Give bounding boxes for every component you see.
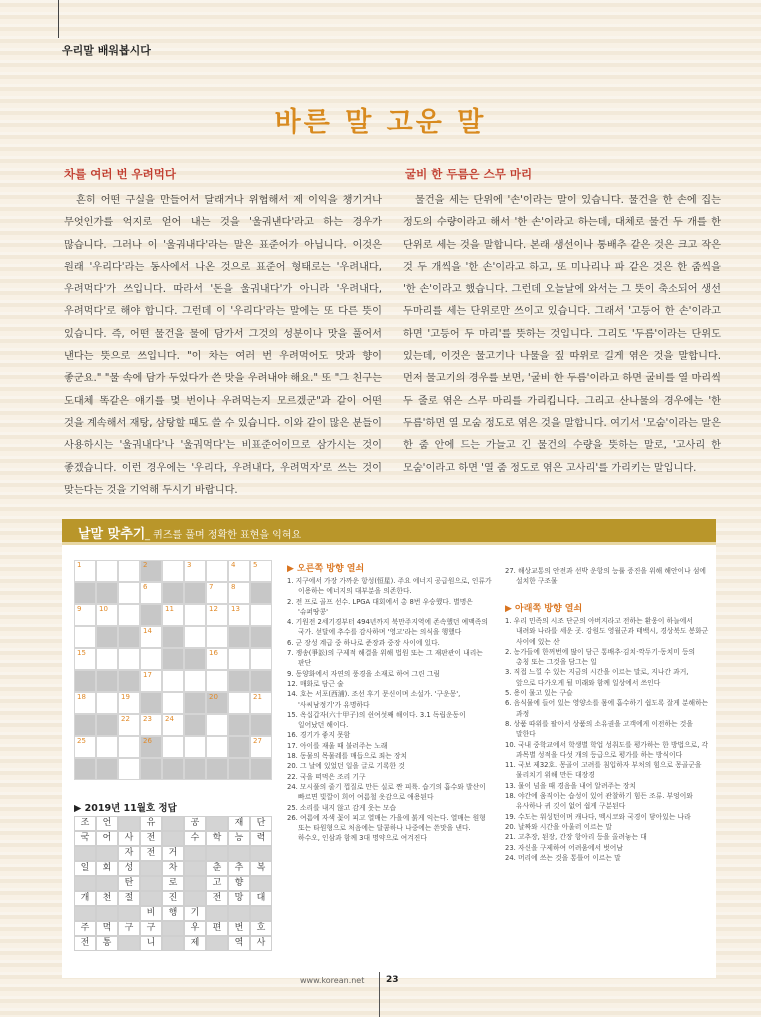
across-clues-list (287, 576, 494, 844)
section-label: 우리말 배워봅시다 (62, 44, 151, 57)
right-article-body (403, 190, 721, 480)
answer-blank (162, 921, 184, 936)
down-clue: 11. 국보 제32호. 몽골이 고려를 침입하자 부처의 힘으로 몽골군을 물리치기 위해 만든 대장경 (505, 761, 702, 780)
answer-cell: 재 (228, 816, 250, 831)
crossword-cell (96, 692, 118, 714)
crossword-number: 18 (77, 693, 86, 701)
crossword-number: 7 (209, 583, 214, 591)
answer-cell: 니 (140, 936, 162, 951)
answer-cell: 단 (250, 816, 272, 831)
crossword-cell (206, 560, 228, 582)
crossword-cell (206, 604, 228, 626)
crossword-cell (74, 604, 96, 626)
down-clues-heading: ▶ 아래쪽 방향 열쇠 (505, 604, 583, 614)
crossword-number: 23 (143, 715, 152, 723)
crossword-number: 16 (209, 649, 218, 657)
footer-url: www.korean.net (300, 976, 365, 985)
crossword-cell (206, 736, 228, 758)
crossword-block (74, 670, 96, 692)
answer-cell: 춘 (206, 861, 228, 876)
answer-cell: 먹 (96, 921, 118, 936)
answer-blank (140, 891, 162, 906)
answer-blank (184, 891, 206, 906)
crossword-cell (140, 670, 162, 692)
answer-cell: 수 (184, 831, 206, 846)
down-clue: 6. 음식물에 들어 있는 영양소를 몸에 흡수하기 쉽도록 잘게 분해하는 과정 (505, 699, 709, 718)
across-clue: 17. 아이를 재울 때 불러주는 노래 (287, 741, 388, 750)
crossword-number: 6 (143, 583, 148, 591)
quiz-subtitle: _ 퀴즈를 풀며 정확한 표현을 익혀요 (145, 530, 302, 541)
across-clue: 12. 매화로 담근 술 (287, 679, 344, 688)
crossword-number: 27 (253, 737, 262, 745)
crossword-number: 26 (143, 737, 152, 745)
right-article-heading: 굴비 한 두름은 스무 마리 (405, 167, 533, 181)
down-clue: 3. 직접 느낄 수 있는 지금의 시간을 이르는 말로, 지나간 과거, 앞으로 다가오게 될 미래와 함께 일상에서 쓰인다 (505, 668, 689, 687)
answer-blank (96, 876, 118, 891)
crossword-block (228, 670, 250, 692)
answer-blank (162, 816, 184, 831)
crossword-block (206, 692, 228, 714)
down-clue: 21. 고추장, 된장, 간장 항아리 등을 올려놓는 대 (505, 833, 647, 842)
answer-blank (162, 936, 184, 951)
across-clues-heading: ▶ 오른쪽 방향 열쇠 (287, 564, 365, 574)
crossword-cell (118, 582, 140, 604)
crossword-cell (228, 692, 250, 714)
answer-cell: 행 (162, 906, 184, 921)
crossword-cell (162, 714, 184, 736)
answer-blank (140, 876, 162, 891)
crossword-cell (184, 604, 206, 626)
crossword-cell (74, 560, 96, 582)
down-clue: 23. 자신을 구제하여 어려움에서 벗어남 (505, 843, 623, 852)
crossword-cell (96, 604, 118, 626)
answer-blank (206, 936, 228, 951)
answer-cell: 제 (184, 936, 206, 951)
crossword-block (74, 582, 96, 604)
across-clues-continued (505, 566, 710, 587)
crossword-block (96, 626, 118, 648)
crossword-block (228, 626, 250, 648)
answer-blank (206, 846, 228, 861)
answer-blank (184, 861, 206, 876)
crossword-block (250, 626, 272, 648)
crossword-number: 5 (253, 561, 258, 569)
crossword-block (184, 648, 206, 670)
answer-blank (140, 861, 162, 876)
answer-cell: 우 (184, 921, 206, 936)
answer-cell: 로 (162, 876, 184, 891)
crossword-number: 4 (231, 561, 236, 569)
crossword-block (96, 582, 118, 604)
crossword-cell (184, 626, 206, 648)
answer-cell: 역 (228, 936, 250, 951)
answer-blank (96, 846, 118, 861)
answer-cell: 통 (96, 936, 118, 951)
down-clue: 13. 물이 넘을 때 경음을 내어 알려주는 장치 (505, 781, 636, 790)
answer-cell: 유 (140, 816, 162, 831)
crossword-cell (206, 648, 228, 670)
across-clue: 18. 동물의 목물레를 매듭으로 죄는 장치 (287, 752, 408, 761)
across-clue: 16. 경기가 좋지 못함 (287, 731, 351, 740)
crossword-cell (162, 736, 184, 758)
answer-cell: 조 (74, 816, 96, 831)
crossword-number: 21 (253, 693, 262, 701)
crossword-cell (74, 736, 96, 758)
down-clue: 24. 머리에 쓰는 것을 통틀어 이르는 말 (505, 853, 621, 862)
answer-blank (118, 936, 140, 951)
crossword-block (140, 560, 162, 582)
crossword-cell (184, 670, 206, 692)
answers-grid (74, 816, 272, 948)
down-clue: 1. 우리 민족의 시조 단군의 아버지라고 전하는 환웅이 하늘에서 내려와 나라를 세운 곳. 강원도 영월군과 태백시, 경상북도 봉화군 사이에 있는 산 (505, 617, 709, 646)
answer-blank (184, 876, 206, 891)
crossword-number: 22 (121, 715, 130, 723)
answer-cell: 전 (74, 936, 96, 951)
answer-cell: 주 (74, 921, 96, 936)
crossword-cell (162, 670, 184, 692)
answer-cell: 력 (250, 831, 272, 846)
answer-blank (250, 846, 272, 861)
crossword-number: 3 (187, 561, 192, 569)
answer-blank (206, 906, 228, 921)
right-article-paragraph: 물건을 세는 단위에 '손'이라는 말이 있습니다. 물건을 한 손에 집는 정도의 수량이라고 해서 '한 손'이라고 하는데, 대체로 물건 두 개를 한 단위로 세는 것을 말합니다. 본래 생선이나 통배추 같은 것은 크고 작은 것 두 개씩을 '한 손'이라고 하고, 또 미나리나 파 같은 것은 한 줌씩을 '한 손'이라고 했습니다. 그런데 오늘날에 와서는 그 뜻이 축소되어 생선 두마리를 세는 단위로만 쓰이고 있습니다. 그래서 '고등어 한 손'이라고 하면 '고등어 두 마리'를 뜻하는 것입니다. 그리도 '두름'이라는 단위도 있는데, 이것은 물고기나 나물을 짚 따위로 길게 엮은 것을 말합니다. 먼저 물고기의 경우를 보면, '굴비 한 두름'이라고 하면 굴비를 열 마리씩 두 줄로 엮은 스무 마리를 가리킵니다. 그리고 산나물의 경우에는 '한 두름'하면 열 모숨 정도로 엮은 것을 말합니다. 여기서 '모숨'이라는 말은 한 줌 안에 드는 가늘고 긴 물건의 수량을 뜻하는 말로, '고사리 한 모숨'이라고 하면 '열 줌 정도로 엮은 고사리'를 가리키는 말입니다. (403, 195, 721, 474)
answer-blank (162, 831, 184, 846)
answer-cell: 회 (96, 861, 118, 876)
answer-cell: 사 (250, 936, 272, 951)
answer-blank (184, 846, 206, 861)
crossword-cell (118, 560, 140, 582)
crossword-cell (228, 582, 250, 604)
crossword-block (118, 626, 140, 648)
crossword-cell (206, 670, 228, 692)
page-title: 바른 말 고운 말 (274, 107, 487, 138)
answer-cell: 학 (206, 831, 228, 846)
across-clue: 9. 동양화에서 자연의 풍경을 소재로 하여 그린 그림 (287, 669, 440, 678)
crossword-cell (96, 560, 118, 582)
crossword-number: 19 (121, 693, 130, 701)
answer-cell: 전 (140, 831, 162, 846)
crossword-cell (162, 692, 184, 714)
answer-blank (96, 906, 118, 921)
crossword-block (140, 692, 162, 714)
crossword-cell (74, 692, 96, 714)
crossword-number: 20 (209, 693, 218, 701)
crossword-block (250, 714, 272, 736)
answer-blank (228, 906, 250, 921)
crossword-cell (140, 626, 162, 648)
crossword-block (184, 582, 206, 604)
answer-cell: 언 (96, 816, 118, 831)
across-clue: 27. 해상교통의 안전과 선박 운항의 능률 증진을 위해 해안이나 섬에 설치한 구조물 (505, 567, 706, 586)
crossword-number: 8 (231, 583, 236, 591)
crossword-block (250, 670, 272, 692)
answer-cell: 일 (74, 861, 96, 876)
answer-cell: 대 (250, 891, 272, 906)
across-clue: 22. 국을 떠먹은 조리 기구 (287, 772, 366, 781)
crossword-cell (250, 736, 272, 758)
crossword-cell (140, 648, 162, 670)
down-clue: 5. 용이 물고 있는 구슬 (505, 689, 573, 698)
answer-cell: 추 (228, 861, 250, 876)
answer-cell: 번 (228, 921, 250, 936)
crossword-number: 24 (165, 715, 174, 723)
crossword-cell (74, 626, 96, 648)
crossword-cell (118, 714, 140, 736)
down-clue: 2. 농가들에 한꺼번에 많이 담근 통배추·김치·깍두기·동치미 등의 총칭 또는 그것을 담그는 일 (505, 647, 696, 667)
crossword-cell (118, 604, 140, 626)
across-clue: 6. 군 장성 계급 중 하나로 준장과 중장 사이에 있다. (287, 638, 440, 647)
across-clue: 20. 그 날에 있었던 일을 글로 기록한 것 (287, 762, 405, 771)
down-clue: 10. 국내 중학교에서 학생별 학업 성취도를 평가하는 한 방법으로, 각 과목별 성적을 다섯 개의 등급으로 평가를 하는 방식이다 (505, 740, 709, 759)
left-article-heading: 차를 여러 번 우려먹다 (64, 167, 176, 181)
down-clues-list (505, 616, 710, 863)
crossword-cell (118, 758, 140, 780)
answer-blank (250, 906, 272, 921)
answer-cell: 사 (118, 831, 140, 846)
crossword-block (162, 582, 184, 604)
crossword-cell (228, 648, 250, 670)
down-clue: 8. 상품 따위를 팔아서 상품의 소유권을 고객에게 이전하는 것을 말한다 (505, 719, 693, 739)
crossword-cell (184, 736, 206, 758)
crossword-cell (118, 692, 140, 714)
across-clue: 7. 쟁송(爭訟)의 구제적 해결을 위해 법원 또는 그 재판관이 내리는 판단 (287, 649, 483, 668)
quiz-title: 낱말 맞추기 (78, 527, 146, 542)
crossword-block (184, 758, 206, 780)
answer-blank (118, 816, 140, 831)
crossword-block (74, 714, 96, 736)
answer-blank (118, 906, 140, 921)
answer-cell: 호 (250, 921, 272, 936)
crossword-cell (206, 626, 228, 648)
answer-cell: 자 (118, 846, 140, 861)
answer-cell: 진 (162, 891, 184, 906)
answer-cell: 복 (250, 861, 272, 876)
across-clue: 24. 모시풀의 줄기 껍질로 만든 실로 짠 피륙. 습기의 흡수와 발산이 빠르면 빛깔이 희어 여름철 옷감으로 애용된다 (287, 782, 486, 802)
down-clue: 19. 수도는 워싱턴이며 캐나다, 멕시코와 국경이 닿아있는 나라 (505, 812, 691, 821)
footer-rule (379, 972, 380, 1017)
crossword-number: 12 (209, 605, 218, 613)
answer-cell: 망 (228, 891, 250, 906)
answer-cell: 천 (96, 891, 118, 906)
answer-cell: 절 (118, 891, 140, 906)
crossword-cell (250, 604, 272, 626)
answer-cell: 개 (74, 891, 96, 906)
crossword-number: 25 (77, 737, 86, 745)
crossword-number: 1 (77, 561, 82, 569)
crossword-number: 15 (77, 649, 86, 657)
page-number: 23 (386, 975, 399, 985)
crossword-block (96, 714, 118, 736)
down-clue: 18. 야간에 움직이는 습성이 있어 관찰하기 힘든 조류. 부엉이와 유사하나 귀 깃이 없어 쉽게 구분된다 (505, 792, 693, 811)
answer-cell: 향 (228, 876, 250, 891)
crossword-cell (140, 714, 162, 736)
across-clue: 14. 호는 서포(西浦). 조선 후기 문신이며 소설가. '구운몽', '사씨남정기'가 유명하다 (287, 690, 461, 709)
crossword-cell (118, 736, 140, 758)
crossword-block (228, 758, 250, 780)
crossword-cell (74, 648, 96, 670)
answer-cell: 기 (184, 906, 206, 921)
crossword-cell (118, 648, 140, 670)
crossword-block (184, 692, 206, 714)
crossword-cell (206, 582, 228, 604)
left-article-body (64, 190, 382, 502)
answer-cell: 거 (162, 846, 184, 861)
left-article-paragraph: 흔히 어떤 구실을 만들어서 달래거나 위협해서 제 이익을 챙기거나 무엇인가를 억지로 얻어 내는 것을 '울궈낸다'라고 하는 경우가 많습니다. 그러나 이 '울궈내다'라는 말은 표준어가 아닙니다. 이것은 원래 '우리다'라는 동사에서 나온 것으로 표준어 형태로는 '우려내다, 우려먹다'가 쓰입니다. 따라서 '돈을 울궈내다'가 아니라 '우려내다, 우려먹다'로 해야 합니다. 그런데 이 '우리다'라는 말에는 또 다른 뜻이 있습니다. 즉, 어떤 물건을 물에 담가서 그것의 성분이나 맛을 풀어서 낸다는 뜻으로 쓰입니다. "이 차는 여러 번 우려먹어도 맛과 향이 좋군요." "물 속에 담가 두었다가 쓴 맛을 우려내야 해요." 또 "그 친구는 도대체 똑같은 얘기를 몇 번이나 우려먹는지 모르겠군"과 같이 어떤 것을 계속해서 재탕, 삼탕할 때도 쓸 수 있습니다. 이와 같이 많은 분들이 사용하시는 '울궈내다'나 '울궈먹다'는 비표준어이므로 삼가시는 것이 좋겠습니다. 이런 경우에는 '우리다, 우려내다, 우려먹자'로 쓰는 것이 맞는다는 것을 기억해 두시기 바랍니다. (64, 195, 382, 496)
crossword-block (250, 758, 272, 780)
crossword-block (162, 626, 184, 648)
crossword-block (228, 736, 250, 758)
crossword-block (184, 714, 206, 736)
quiz-title-bar-stripe (62, 542, 716, 545)
crossword-number: 13 (231, 605, 240, 613)
answer-cell: 전 (206, 891, 228, 906)
crossword-block (118, 670, 140, 692)
answer-blank (206, 816, 228, 831)
crossword-grid (74, 560, 272, 780)
answer-blank (74, 906, 96, 921)
crossword-block (74, 758, 96, 780)
crossword-cell (250, 648, 272, 670)
answer-cell: 편 (206, 921, 228, 936)
answer-cell: 능 (228, 831, 250, 846)
answer-blank (74, 876, 96, 891)
crossword-number: 14 (143, 627, 152, 635)
crossword-cell (250, 692, 272, 714)
answer-cell: 전 (140, 846, 162, 861)
crossword-block (96, 670, 118, 692)
crossword-block (206, 758, 228, 780)
answer-cell: 성 (118, 861, 140, 876)
answer-cell: 어 (96, 831, 118, 846)
crossword-cell (140, 582, 162, 604)
crossword-block (162, 648, 184, 670)
crossword-block (250, 582, 272, 604)
answer-cell: 공 (184, 816, 206, 831)
answer-cell: 구 (140, 921, 162, 936)
top-rule (58, 0, 59, 38)
across-clue: 25. 소리를 내지 않고 감게 웃는 모습 (287, 803, 397, 812)
crossword-block (140, 736, 162, 758)
crossword-cell (228, 560, 250, 582)
crossword-number: 17 (143, 671, 152, 679)
crossword-cell (184, 560, 206, 582)
across-clue: 4. 기원전 2세기경부터 494년까지 북만주지역에 존속했던 예맥족의 국가. 섣달에 추수를 감사하며 '영고'라는 의식을 행했다 (287, 618, 488, 637)
answer-cell: 비 (140, 906, 162, 921)
answer-blank (74, 846, 96, 861)
answer-cell: 고 (206, 876, 228, 891)
answer-blank (228, 846, 250, 861)
across-clue: 1. 지구에서 가장 가까운 항성(恒星). 주요 에너지 공급원으로, 인류가 이용하는 에너지의 대부분을 의존한다. (287, 577, 492, 596)
crossword-cell (96, 736, 118, 758)
across-clue: 15. 옥십갑자(六十甲子)의 쉰여섯째 해이다. 3.1 독립운동이 일어났던 해이다. (287, 710, 466, 730)
crossword-cell (228, 604, 250, 626)
crossword-block (228, 714, 250, 736)
answer-cell: 차 (162, 861, 184, 876)
across-clue: 26. 여름에 자색 꽃이 피고 열매는 가을에 붉게 익는다. 열매는 원형 또는 타원형으로 처음에는 달콤하나 나중에는 쓴맛을 낸다. 하수오, 인삼과 함께 3대 명약으로 여겨진다 (287, 813, 486, 843)
across-clue: 2. 전 프로 골프 선수. LPGA 대회에서 총 8번 우승했다. 별명은 '슈퍼땅콩' (287, 597, 473, 616)
crossword-cell (206, 714, 228, 736)
answer-cell: 탄 (118, 876, 140, 891)
crossword-block (96, 758, 118, 780)
answers-title: ▶ 2019년 11월호 정답 (74, 803, 177, 814)
answer-blank (250, 876, 272, 891)
answer-cell: 구 (118, 921, 140, 936)
crossword-cell (250, 560, 272, 582)
answer-cell: 국 (74, 831, 96, 846)
crossword-block (140, 604, 162, 626)
crossword-cell (162, 560, 184, 582)
crossword-number: 10 (99, 605, 108, 613)
crossword-number: 2 (143, 561, 148, 569)
crossword-number: 9 (77, 605, 82, 613)
crossword-number: 11 (165, 605, 174, 613)
crossword-cell (96, 648, 118, 670)
crossword-block (162, 758, 184, 780)
crossword-cell (162, 604, 184, 626)
crossword-block (140, 758, 162, 780)
down-clue: 20. 날짜와 시간을 아울러 이르는 말 (505, 822, 612, 831)
